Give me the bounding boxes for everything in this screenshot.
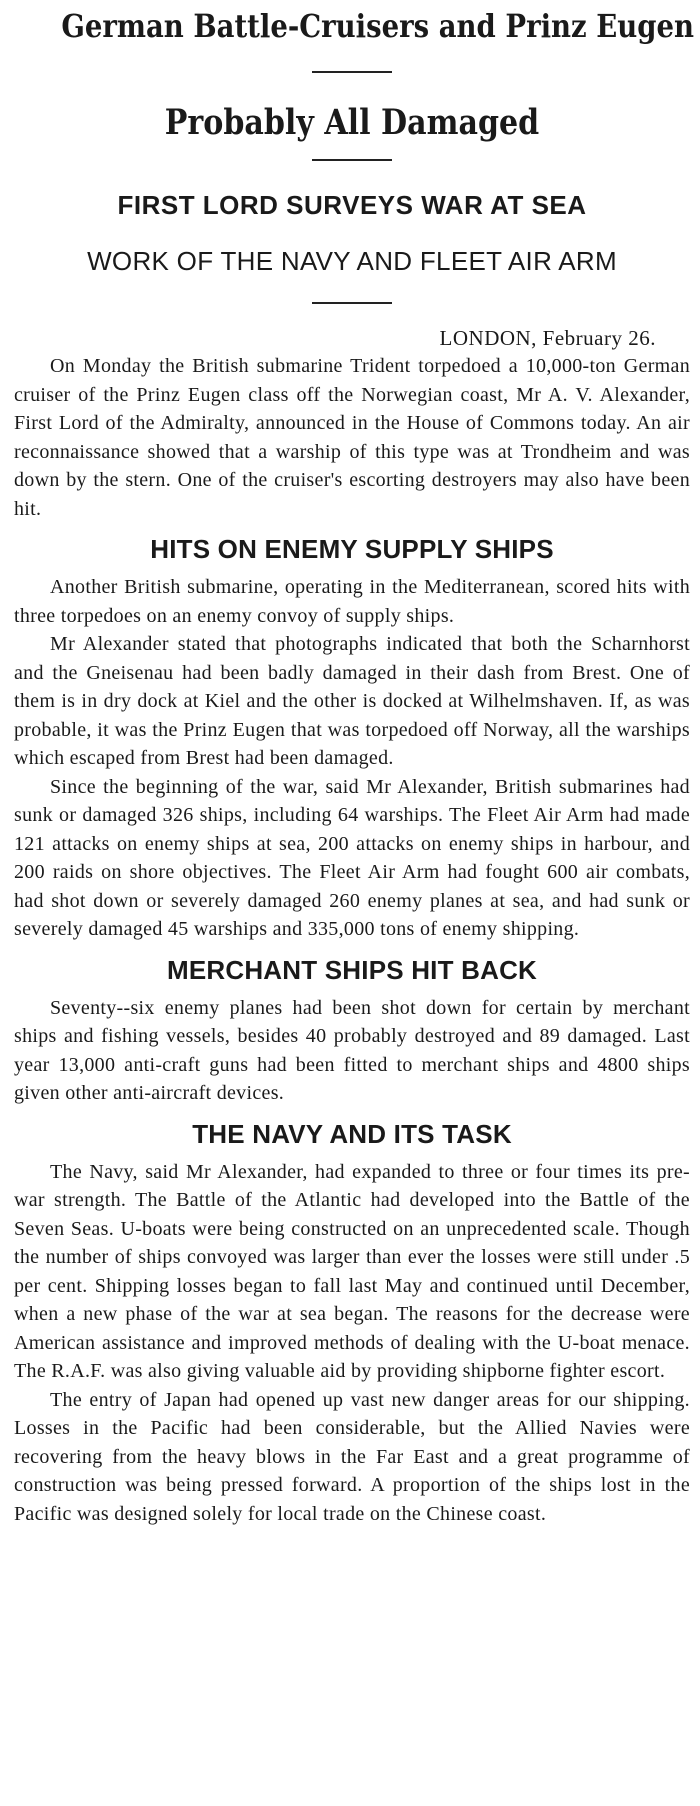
headline-second: Probably All Damaged <box>164 102 540 143</box>
newspaper-article <box>14 0 694 1528</box>
body-paragraph: The Navy, said Mr Alexander, had expanded to three or four times its pre-war strength. The Battle of the Atlantic had developed into the Battle of the Seven Seas. U-boats were being constructed on an unprecedented scale. Though the number of ships convoyed was larger than ever the losses were still under .5 per cent. Shipping losses began to fall last May and continued until December, when a new phase of the war at sea began. The reasons for the decrease were American assistance and improved methods of dealing with the U-boat menace. The R.A.F. was also giving valuable aid by providing shipborne fighter escort. <box>14 1160 690 1382</box>
body-paragraph: The entry of Japan had opened up vast new danger areas for our shipping. Losses in the Pacific had been considerable, but the Allied Navies were recovering from the heavy blows in the Far East and a great programme of construction was being pressed forward. A proportion of the ships lost in the Pacific was designed solely for local trade on the Chinese coast. <box>14 1388 690 1525</box>
subhead-first: FIRST LORD SURVEYS WAR AT SEA <box>117 190 587 220</box>
section-heading: HITS ON ENEMY SUPPLY SHIPS <box>150 534 554 564</box>
divider-rule <box>312 159 392 161</box>
headline-main: German Battle-Cruisers and Prinz Eugen <box>61 7 694 45</box>
body-paragraph: Seventy--six enemy planes had been shot down for certain by merchant ships and fishing vessels, besides 40 probably destroyed and 89 damaged. Last year 13,000 anti-craft guns had been fitted to merchant ships and 4800 ships given other anti-aircraft devices. <box>14 996 690 1104</box>
section-heading: THE NAVY AND ITS TASK <box>192 1118 512 1149</box>
body-paragraph: Mr Alexander stated that photographs indicated that both the Scharnhorst and the Gneisenau had been badly damaged in their dash from Brest. One of them is in dry dock at Kiel and the other is docked at Wilhelmshaven. If, as was probable, it was the Prinz Eugen that was torpedoed off Norway, all the warships which escaped from Brest had been damaged. <box>14 633 690 769</box>
body-paragraph: Since the beginning of the war, said Mr Alexander, British submarines had sunk or damaged 326 ships, including 64 warships. The Fleet Air Arm had made 121 attacks on enemy ships at sea, 200 attacks on enemy ships in harbour, and 200 raids on shore objectives. The Fleet Air Arm had fought 600 air combats, had shot down or severely damaged 260 enemy planes at sea, and had sunk or severely damaged 45 warships and 335,000 tons of enemy shipping. <box>14 775 690 940</box>
divider-rule <box>312 71 392 73</box>
section-heading: MERCHANT SHIPS HIT BACK <box>166 954 538 985</box>
subhead-second: WORK OF THE NAVY AND FLEET AIR ARM <box>87 246 617 276</box>
intro-paragraph: On Monday the British submarine Trident torpedoed a 10,000-ton German cruiser of the Prinz Eugen class off the Norwegian coast, Mr A. V. Alexander, First Lord of the Admiralty, announced in the House of Commons today. An air reconnaissance showed that a warship of this type was at Trondheim and was down by the stern. One of the cruiser's escorting destroyers may also have been hit. <box>14 355 690 520</box>
body-paragraph: Another British submarine, operating in the Mediterranean, scored hits with three torpedoes on an enemy convoy of supply ships. <box>14 576 690 627</box>
divider-rule <box>312 302 392 304</box>
dateline: LONDON, February 26. <box>439 326 656 350</box>
